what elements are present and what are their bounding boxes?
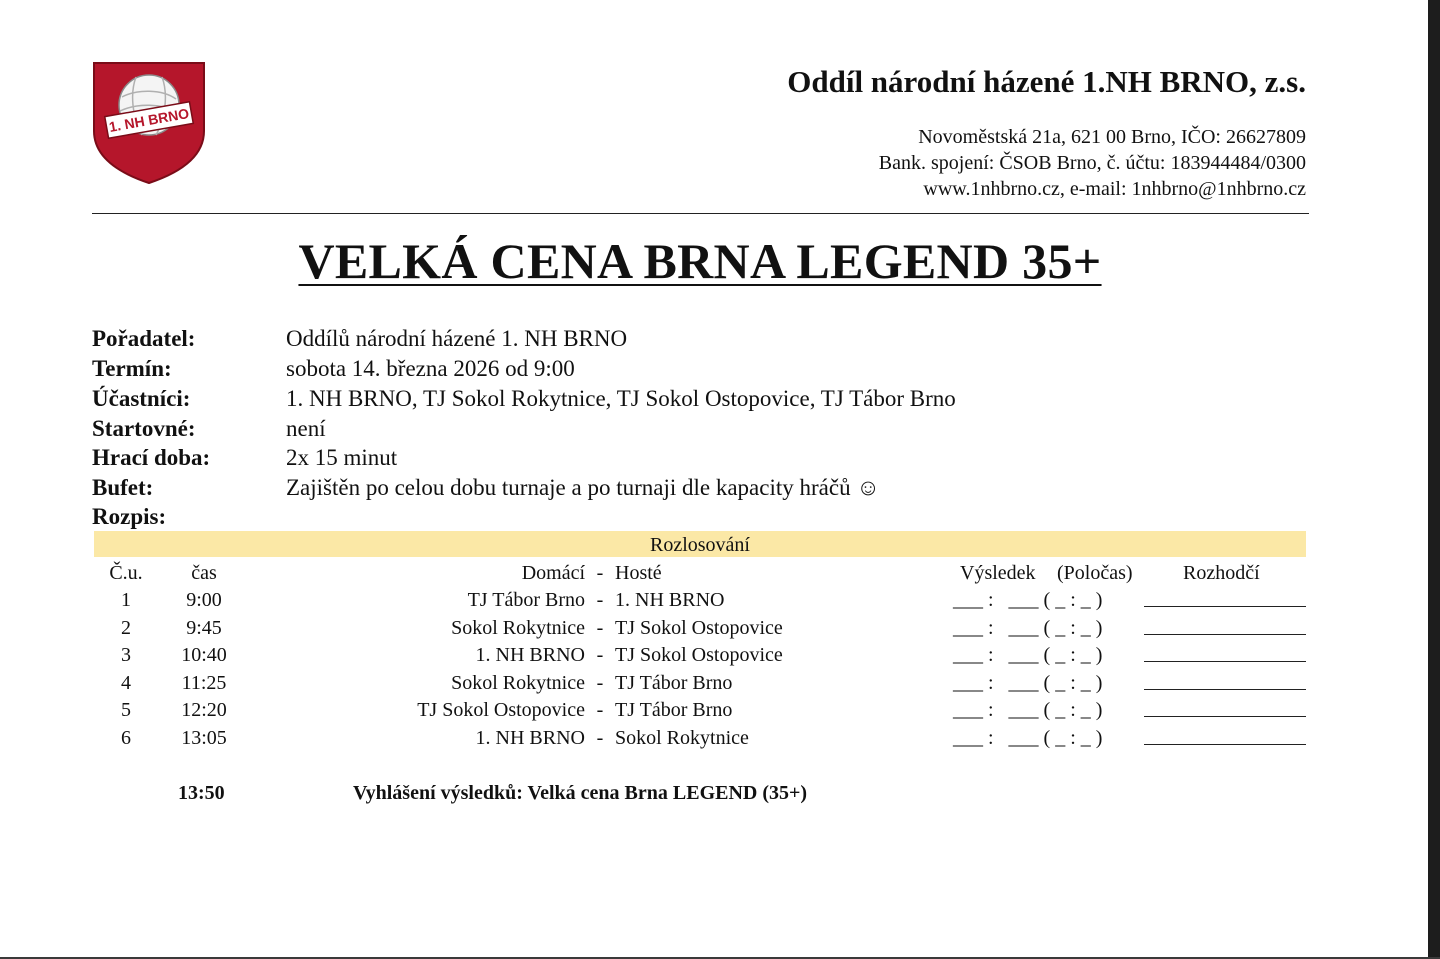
col-header-referee: Rozhodčí — [1183, 562, 1260, 584]
home-team: Sokol Rokytnice — [451, 672, 585, 694]
home-team: TJ Tábor Brno — [467, 589, 585, 611]
col-header-dash: - — [596, 562, 604, 584]
window-right-border — [1428, 0, 1440, 959]
info-value: 1. NH BRNO, TJ Sokol Rokytnice, TJ Sokol Ostopovice, TJ Tábor Brno — [286, 386, 956, 411]
info-label: Rozpis: — [92, 504, 167, 529]
col-header-cu: Č.u. — [109, 562, 143, 584]
info-value: Oddílů národní házené 1. NH BRNO — [286, 326, 628, 351]
col-header-time: čas — [191, 562, 217, 584]
info-label: Hrací doba: — [92, 445, 211, 470]
match-dash: - — [596, 589, 604, 611]
col-header-result: Výsledek — [960, 562, 1036, 584]
organization-name: Oddíl národní házené 1.NH BRNO, z.s. — [787, 64, 1306, 99]
away-team: TJ Sokol Ostopovice — [615, 644, 783, 666]
result-blank: ___ : ___ ( _ : _ ) — [953, 699, 1103, 721]
away-team: TJ Tábor Brno — [615, 699, 733, 721]
schedule-header-row — [0, 560, 1400, 586]
col-header-halftime: (Poločas) — [1057, 562, 1133, 584]
match-dash: - — [596, 699, 604, 721]
match-number: 2 — [121, 617, 131, 639]
match-row — [0, 642, 1400, 668]
referee-line — [1144, 716, 1306, 717]
info-label: Bufet: — [92, 475, 154, 500]
match-time: 11:25 — [181, 672, 227, 694]
match-row — [0, 670, 1400, 696]
match-time: 10:40 — [181, 644, 227, 666]
info-label: Termín: — [92, 356, 172, 381]
header-divider — [92, 213, 1309, 214]
document-title: VELKÁ CENA BRNA LEGEND 35+ — [298, 233, 1102, 289]
referee-line — [1144, 689, 1306, 690]
info-value: 2x 15 minut — [286, 445, 398, 470]
away-team: TJ Sokol Ostopovice — [615, 617, 783, 639]
match-time: 13:05 — [181, 727, 227, 749]
match-dash: - — [596, 727, 604, 749]
home-team: TJ Sokol Ostopovice — [417, 699, 585, 721]
match-number: 6 — [121, 727, 131, 749]
referee-line — [1144, 744, 1306, 745]
info-label: Účastníci: — [92, 386, 191, 411]
match-time: 9:45 — [186, 617, 222, 639]
col-header-away: Hosté — [615, 562, 662, 584]
match-number: 5 — [121, 699, 131, 721]
draw-banner: Rozlosování — [94, 531, 1306, 557]
match-dash: - — [596, 617, 604, 639]
info-label: Startovné: — [92, 416, 196, 441]
referee-line — [1144, 634, 1306, 635]
web-email-line: www.1nhbrno.cz, e-mail: 1nhbrno@1nhbrno.cz — [923, 178, 1306, 200]
referee-line — [1144, 606, 1306, 607]
match-row — [0, 587, 1400, 613]
match-dash: - — [596, 672, 604, 694]
match-dash: - — [596, 644, 604, 666]
match-time: 9:00 — [186, 589, 222, 611]
home-team: 1. NH BRNO — [475, 727, 585, 749]
result-blank: ___ : ___ ( _ : _ ) — [953, 727, 1103, 749]
club-logo — [92, 61, 206, 185]
match-time: 12:20 — [181, 699, 227, 721]
logo-text: 1. NH BRNO — [107, 105, 191, 135]
info-value: sobota 14. března 2026 od 9:00 — [286, 356, 575, 381]
info-value: není — [286, 416, 326, 441]
away-team: Sokol Rokytnice — [615, 727, 749, 749]
home-team: 1. NH BRNO — [475, 644, 585, 666]
address-line: Novoměstská 21a, 621 00 Brno, IČO: 26627809 — [918, 126, 1306, 148]
document-title-wrap — [0, 232, 1400, 290]
away-team: 1. NH BRNO — [615, 589, 725, 611]
info-value: Zajištěn po celou dobu turnaje a po turnaji dle kapacity hráčů ☺ — [286, 475, 880, 500]
match-number: 4 — [121, 672, 131, 694]
result-blank: ___ : ___ ( _ : _ ) — [953, 589, 1103, 611]
referee-line — [1144, 661, 1306, 662]
col-header-home: Domácí — [521, 562, 585, 584]
match-row — [0, 615, 1400, 641]
info-label: Pořadatel: — [92, 326, 196, 351]
match-number: 1 — [121, 589, 131, 611]
bank-line: Bank. spojení: ČSOB Brno, č. účtu: 183944484/0300 — [878, 152, 1306, 174]
match-number: 3 — [121, 644, 131, 666]
away-team: TJ Tábor Brno — [615, 672, 733, 694]
awards-announcement: Vyhlášení výsledků: Velká cena Brna LEGEND (35+) — [353, 782, 808, 804]
match-row — [0, 725, 1400, 751]
home-team: Sokol Rokytnice — [451, 617, 585, 639]
awards-time: 13:50 — [178, 782, 225, 804]
result-blank: ___ : ___ ( _ : _ ) — [953, 672, 1103, 694]
result-blank: ___ : ___ ( _ : _ ) — [953, 644, 1103, 666]
result-blank: ___ : ___ ( _ : _ ) — [953, 617, 1103, 639]
match-row — [0, 697, 1400, 723]
